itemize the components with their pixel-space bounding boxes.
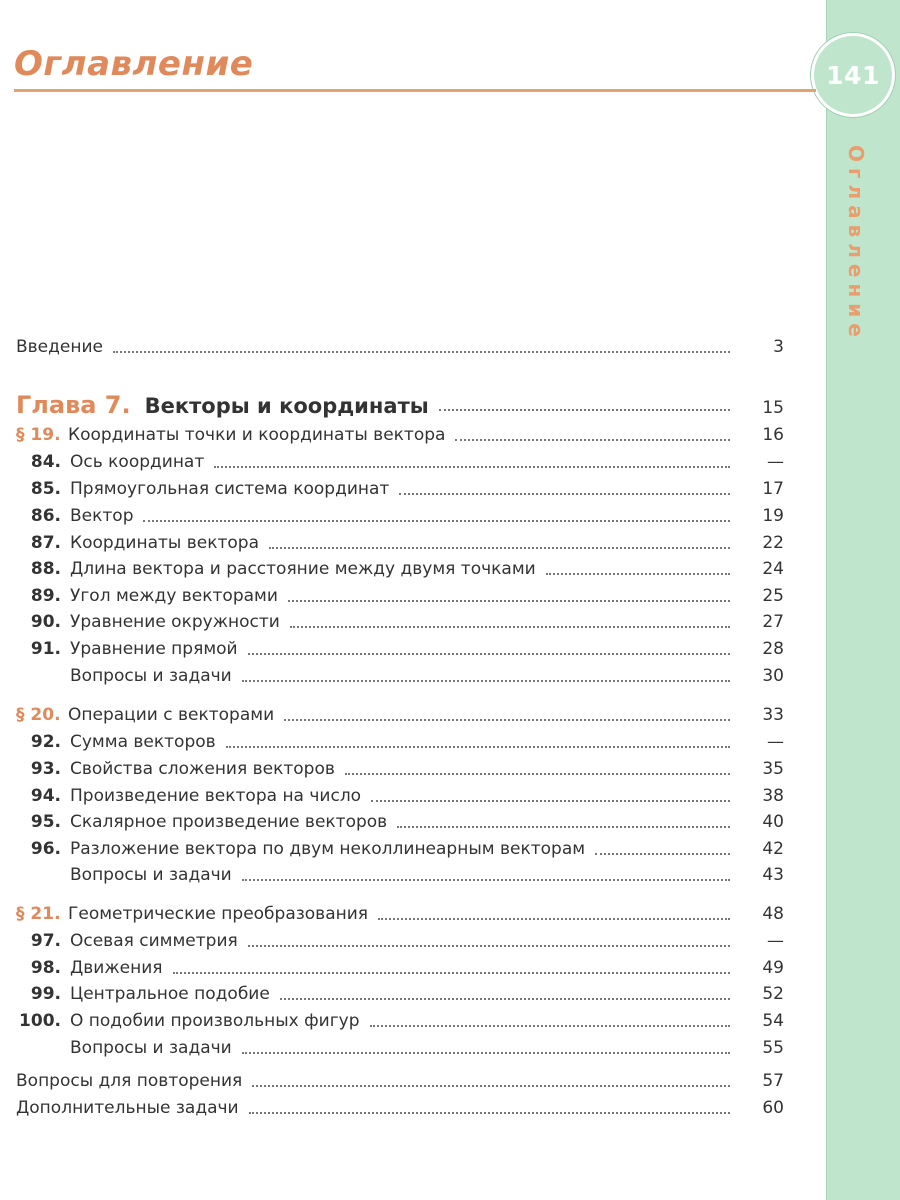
toc-entry-review-questions[interactable] [16,1068,784,1094]
item-number: 90. [30,612,61,632]
toc-section-21[interactable] [16,901,784,927]
item-page: 28 [762,639,784,659]
toc-item-94[interactable] [16,783,784,809]
item-label: Вопросы и задачи [70,1038,232,1058]
toc-chapter-7[interactable] [16,385,784,425]
toc-item-questions-21[interactable] [16,1035,784,1061]
section-number: § 20. [16,705,61,725]
dot-leader [370,1025,730,1027]
side-label: Оглавление [844,145,868,343]
toc-entry-label: Дополнительные задачи [16,1098,239,1118]
item-label: О подобии произвольных фигур [70,1011,360,1031]
dot-leader [284,719,730,721]
item-page: 19 [762,506,784,526]
item-number: 98. [30,958,61,978]
toc-item-96[interactable] [16,836,784,862]
dot-leader [397,826,730,828]
chapter-page: 15 [762,398,784,418]
item-number: 86. [30,506,61,526]
item-label: Вопросы и задачи [70,865,232,885]
item-page: 25 [762,586,784,606]
item-page: 55 [762,1038,784,1058]
item-label: Сумма векторов [70,732,216,752]
toc-item-95[interactable] [16,809,784,835]
toc-item-92[interactable] [16,729,784,755]
item-number: 85. [30,479,61,499]
dot-leader [252,1085,730,1087]
item-page: 49 [762,958,784,978]
item-number: 87. [30,533,61,553]
item-label: Осевая симметрия [70,931,238,951]
item-page: 54 [762,1011,784,1031]
item-page: 43 [762,865,784,885]
toc-item-98[interactable] [16,955,784,981]
item-number: 84. [30,452,61,472]
item-label: Уравнение окружности [70,612,280,632]
toc-entry-label: Введение [16,337,103,357]
chapter-number: Глава 7. [16,391,131,419]
item-number: 93. [30,759,61,779]
dot-leader [280,998,730,1000]
toc-item-97[interactable] [16,928,784,954]
item-label: Свойства сложения векторов [70,759,335,779]
item-page: — [767,732,784,752]
item-label: Скалярное произведение векторов [70,812,388,832]
item-number: 100. [19,1011,61,1031]
item-page: 38 [762,786,784,806]
dot-leader [242,680,730,682]
item-page: 35 [762,759,784,779]
toc-item-86[interactable] [16,503,784,529]
item-label: Вектор [70,506,134,526]
item-page: — [767,931,784,951]
section-number: § 21. [16,904,61,924]
dot-leader [249,1112,730,1114]
toc-item-91[interactable] [16,636,784,662]
toc-item-99[interactable] [16,981,784,1007]
dot-leader [173,972,730,974]
section-page: 16 [762,425,784,445]
toc-entry-additional-tasks[interactable] [16,1095,784,1121]
dot-leader [214,466,730,468]
toc-item-87[interactable] [16,530,784,556]
item-label: Прямоугольная система координат [70,479,390,499]
section-page: 48 [762,904,784,924]
toc-item-89[interactable] [16,583,784,609]
item-number: 99. [30,984,61,1004]
item-number: 88. [30,559,61,579]
item-label: Угол между векторами [70,586,278,606]
page-title: Оглавление [14,44,254,84]
chapter-title: Векторы и координаты [144,394,429,418]
item-label: Центральное подобие [70,984,270,1004]
item-label: Координаты вектора [70,533,259,553]
dot-leader [269,547,730,549]
section-page: 33 [762,705,784,725]
section-title: Операции с векторами [68,705,275,725]
toc-item-questions-19[interactable] [16,663,784,689]
toc-item-85[interactable] [16,476,784,502]
item-label: Вопросы и задачи [70,666,232,686]
item-page: 52 [762,984,784,1004]
item-page: 40 [762,812,784,832]
toc-section-19[interactable] [16,422,784,448]
dot-leader [546,573,730,575]
dot-leader [113,351,730,353]
item-label: Движения [70,958,163,978]
section-number: § 19. [16,425,61,445]
item-label: Произведение вектора на число [70,786,362,806]
toc-entry-page: 57 [762,1071,784,1091]
dot-leader [455,439,730,441]
item-number: 89. [30,586,61,606]
item-number: 91. [30,639,61,659]
dot-leader [371,800,730,802]
dot-leader [226,746,730,748]
dot-leader [143,520,730,522]
page-number-badge [811,33,895,117]
item-label: Длина вектора и расстояние между двумя точками [70,559,536,579]
toc-item-questions-20[interactable] [16,862,784,888]
item-number: 92. [30,732,61,752]
item-page: 17 [762,479,784,499]
toc-entry-label: Вопросы для повторения [16,1071,243,1091]
item-page: 30 [762,666,784,686]
item-number: 97. [30,931,61,951]
toc-entry-page: 3 [773,337,784,357]
toc-entry-introduction[interactable] [16,334,784,360]
item-label: Ось координат [70,452,205,472]
item-number: 96. [30,839,61,859]
dot-leader [399,493,730,495]
toc-item-93[interactable] [16,756,784,782]
item-page: 24 [762,559,784,579]
dot-leader [248,653,730,655]
page-number: 141 [826,60,880,90]
toc-item-88[interactable] [16,556,784,582]
item-number: 94. [30,786,61,806]
dot-leader [290,626,730,628]
section-title: Геометрические преобразования [68,904,369,924]
item-page: — [767,452,784,472]
dot-leader [242,1052,730,1054]
dot-leader [248,945,730,947]
item-page: 22 [762,533,784,553]
item-label: Уравнение прямой [70,639,238,659]
item-page: 27 [762,612,784,632]
dot-leader [242,879,730,881]
item-label: Разложение вектора по двум неколлинеарным векторам [70,839,586,859]
dot-leader [595,853,730,855]
toc-item-100[interactable] [16,1008,784,1034]
toc-item-84[interactable] [16,449,784,475]
toc-item-90[interactable] [16,609,784,635]
toc-entry-page: 60 [762,1098,784,1118]
item-page: 42 [762,839,784,859]
item-number: 95. [30,812,61,832]
dot-leader [378,918,730,920]
toc-section-20[interactable] [16,702,784,728]
dot-leader [288,600,730,602]
dot-leader [345,773,730,775]
section-title: Координаты точки и координаты вектора [68,425,446,445]
title-rule [14,89,816,92]
dot-leader [439,409,730,411]
